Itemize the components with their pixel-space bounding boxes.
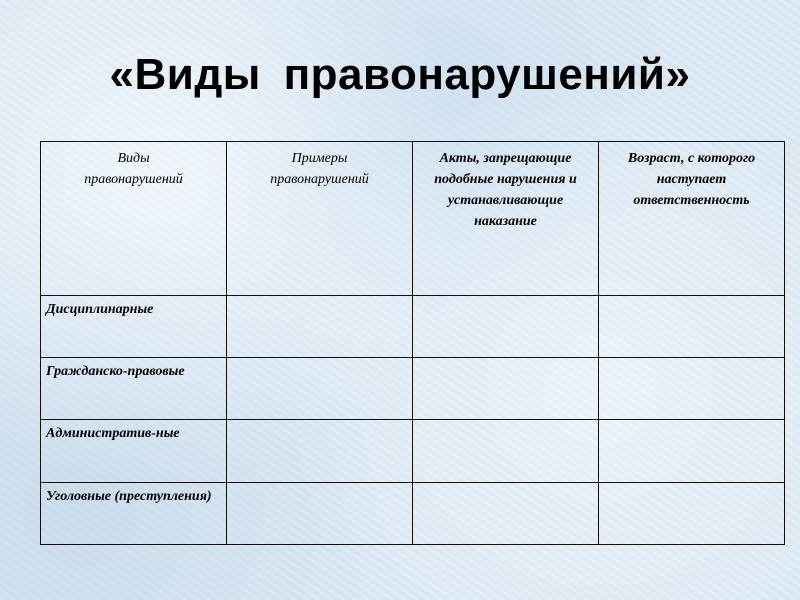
table-cell — [599, 482, 785, 544]
header-age-responsibility: Возраст, с которого наступает ответственность — [599, 142, 785, 296]
table-cell — [413, 358, 599, 420]
table-header-row — [41, 142, 785, 296]
table-row — [41, 358, 785, 420]
header-offense-types: Виды правонарушений — [41, 142, 227, 296]
header-examples: Примеры правонарушений — [227, 142, 413, 296]
offenses-table — [40, 141, 785, 545]
table-cell — [599, 358, 785, 420]
row-label-civil: Гражданско-правовые — [41, 358, 227, 420]
table-cell — [599, 420, 785, 482]
row-label-administrative: Административ-ные — [41, 420, 227, 482]
header-legal-acts: Акты, запрещающие подобные нарушения и устанавливающие наказание — [413, 142, 599, 296]
row-label-criminal: Уголовные (преступления) — [41, 482, 227, 544]
table-cell — [227, 420, 413, 482]
table-cell — [599, 295, 785, 357]
table-cell — [413, 482, 599, 544]
table-row — [41, 295, 785, 357]
table-row — [41, 420, 785, 482]
table-cell — [413, 295, 599, 357]
slide-title: «Виды правонарушений» — [109, 50, 691, 99]
table-row — [41, 482, 785, 544]
table-cell — [413, 420, 599, 482]
table-cell — [227, 295, 413, 357]
table-cell — [227, 482, 413, 544]
table-cell — [227, 358, 413, 420]
row-label-disciplinary: Дисциплинарные — [41, 295, 227, 357]
